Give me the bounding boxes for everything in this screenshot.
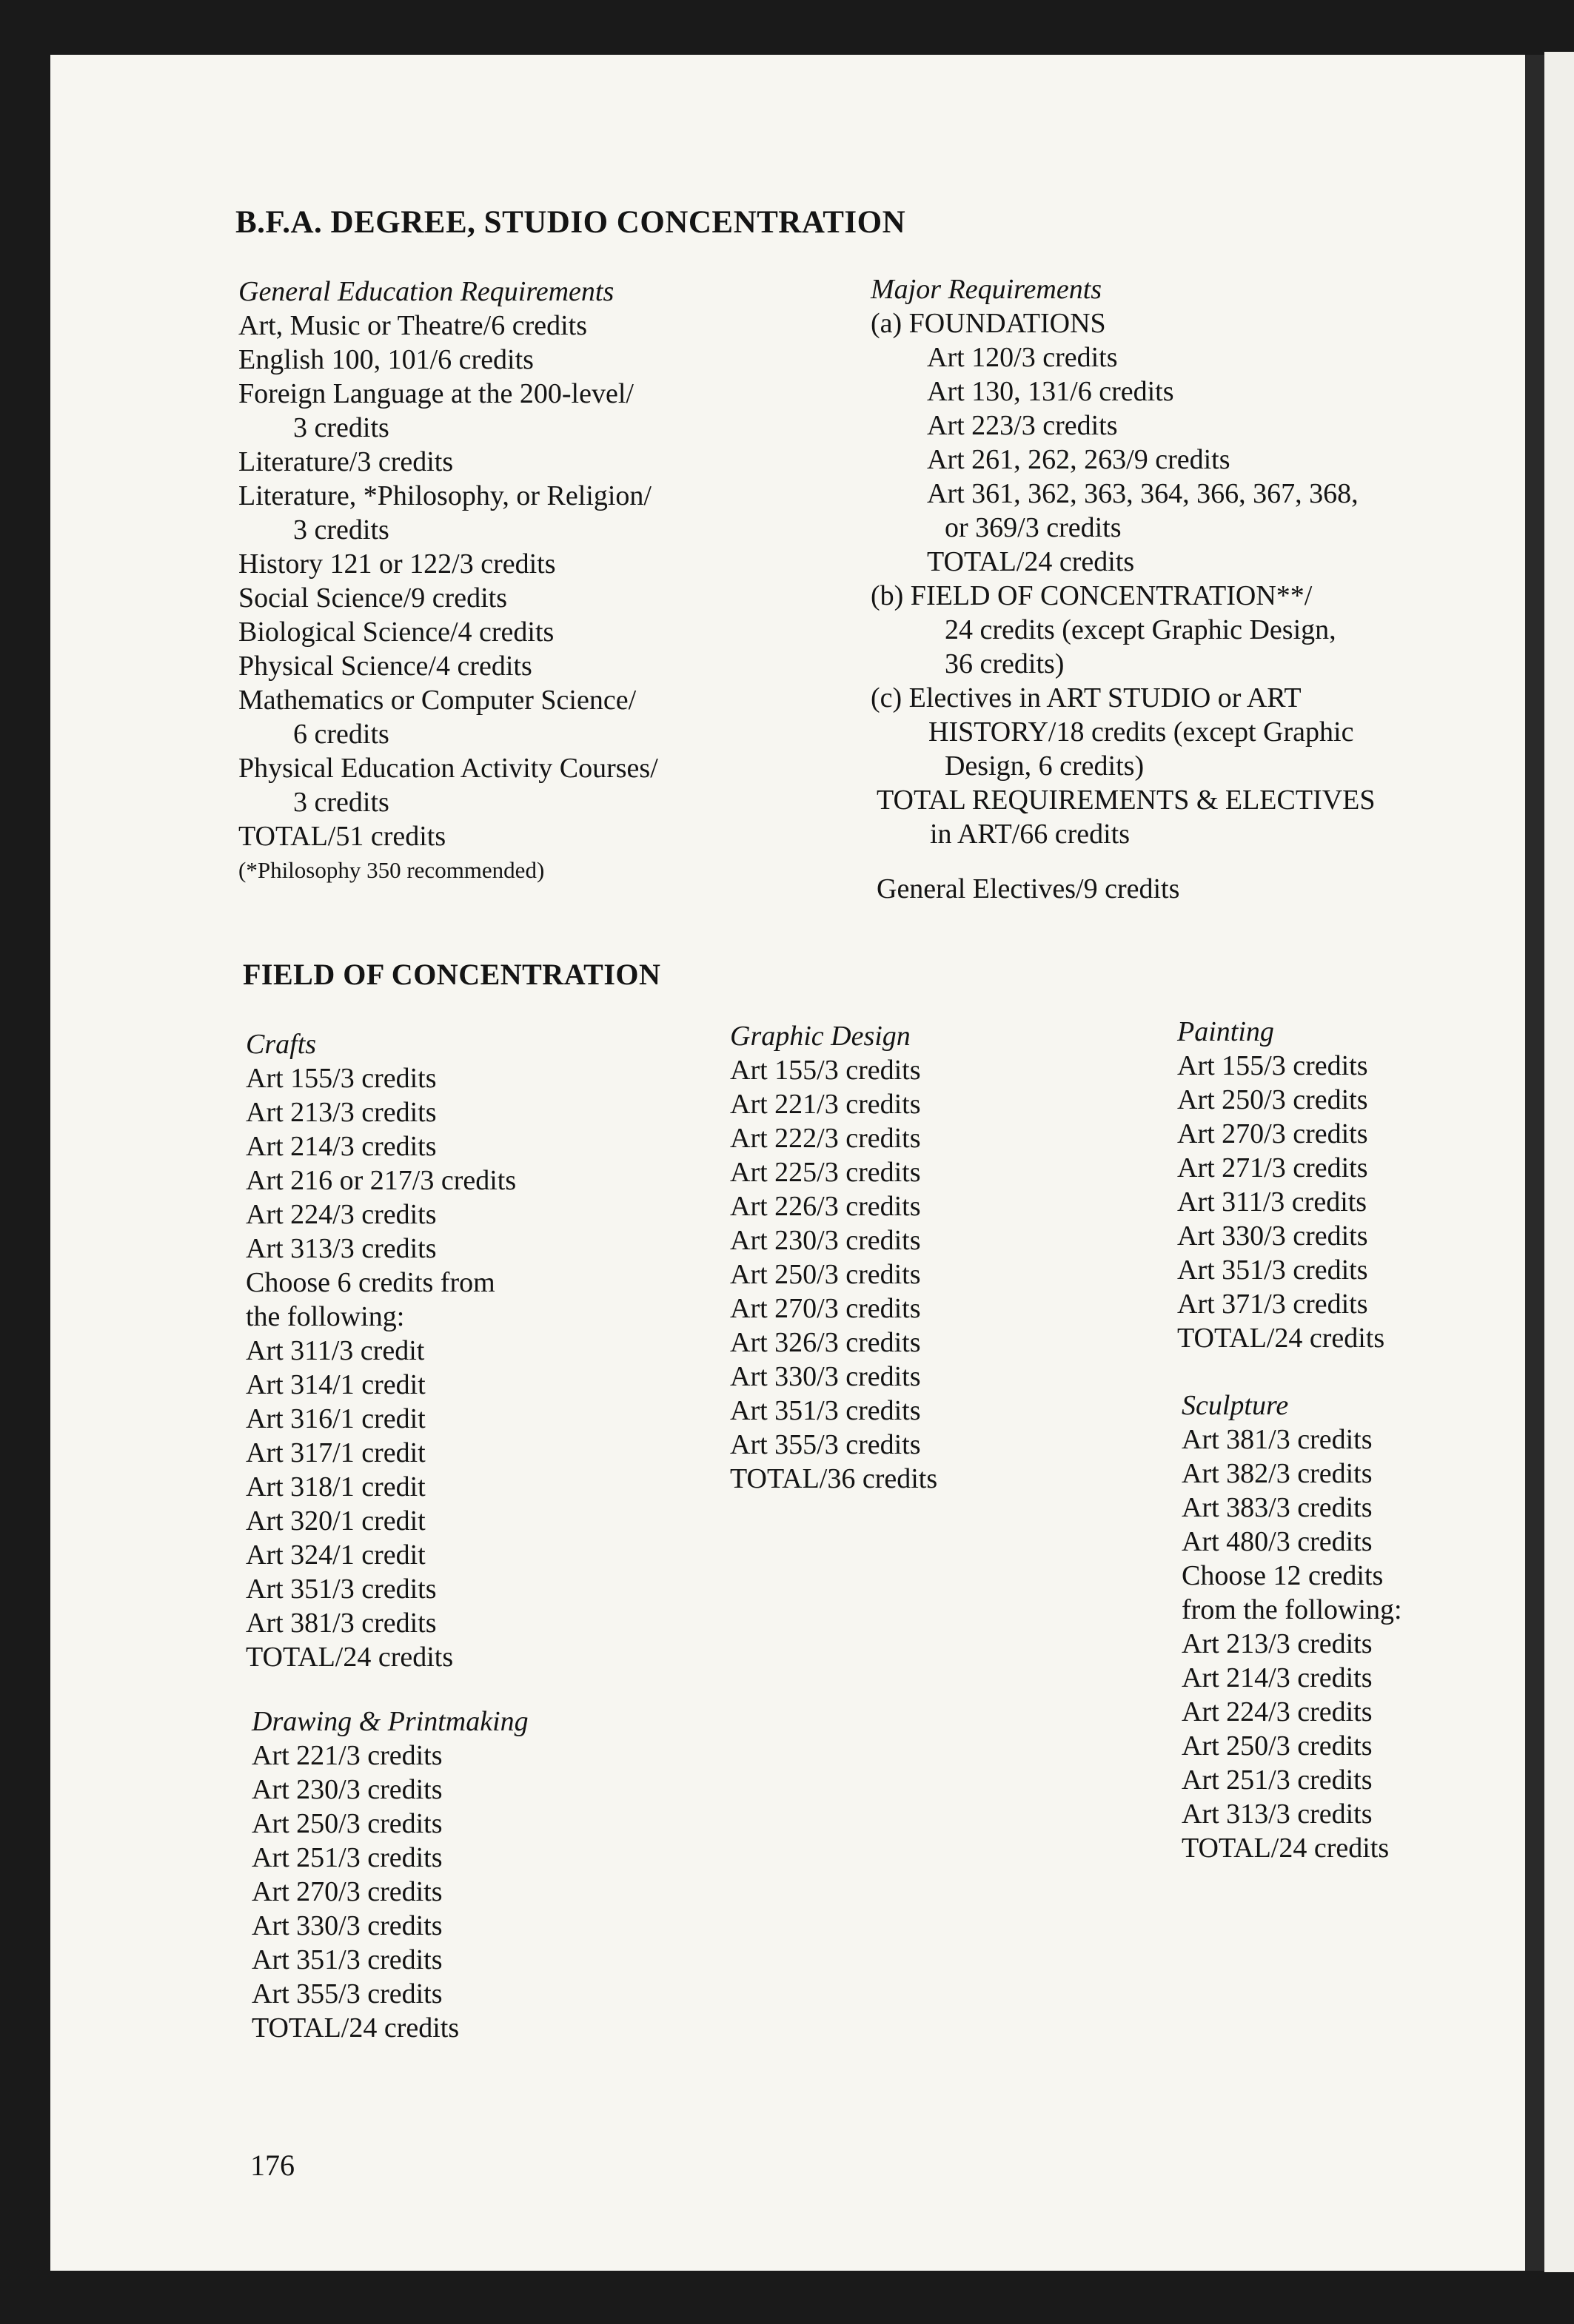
crafts-course: Art 224/3 credits <box>246 1199 437 1230</box>
sculpture-course: Art 214/3 credits <box>1182 1662 1373 1693</box>
major-line: Design, 6 credits) <box>945 750 1145 782</box>
sculpture-heading: Sculpture <box>1182 1390 1289 1421</box>
crafts-choose-note: Choose 6 credits from <box>246 1267 495 1298</box>
book-gutter <box>1525 55 1544 2271</box>
crafts-choose-note: the following: <box>246 1301 405 1332</box>
general-electives: General Electives/9 credits <box>877 873 1180 904</box>
field-of-concentration-title: FIELD OF CONCENTRATION <box>243 958 661 991</box>
foundations-heading: (a) FOUNDATIONS <box>871 308 1106 339</box>
gen-ed-line: Literature/3 credits <box>238 446 454 477</box>
sculpture-choose-note: from the following: <box>1182 1594 1402 1625</box>
graphic-design-course: Art 351/3 credits <box>730 1395 921 1426</box>
graphic-design-course: Art 155/3 credits <box>730 1055 921 1086</box>
graphic-design-course: Art 222/3 credits <box>730 1123 921 1154</box>
gen-ed-line: Biological Science/4 credits <box>238 617 555 648</box>
sculpture-course: Art 224/3 credits <box>1182 1696 1373 1727</box>
page-number: 176 <box>250 2149 295 2182</box>
gen-ed-line: Mathematics or Computer Science/ <box>238 685 637 716</box>
gen-ed-line: 3 credits <box>293 514 389 545</box>
facing-page-edge <box>1544 52 1574 2272</box>
sculpture-course: Art 381/3 credits <box>1182 1424 1373 1455</box>
crafts-course: Art 318/1 credit <box>246 1471 426 1502</box>
crafts-course: Art 317/1 credit <box>246 1437 426 1468</box>
major-requirements-heading: Major Requirements <box>871 274 1102 305</box>
drawing-course: Art 330/3 credits <box>252 1910 443 1941</box>
painting-course: Art 351/3 credits <box>1177 1255 1368 1286</box>
sculpture-course: Art 213/3 credits <box>1182 1628 1373 1659</box>
major-line: or 369/3 credits <box>945 512 1122 543</box>
painting-course: Art 155/3 credits <box>1177 1050 1368 1081</box>
sculpture-course: Art 313/3 credits <box>1182 1799 1373 1830</box>
philosophy-note: (*Philosophy 350 recommended) <box>238 857 545 883</box>
crafts-course: Art 213/3 credits <box>246 1097 437 1128</box>
major-line: 24 credits (except Graphic Design, <box>945 614 1336 645</box>
graphic-design-course: Art 326/3 credits <box>730 1327 921 1358</box>
crafts-course: Art 155/3 credits <box>246 1063 437 1094</box>
crafts-section <box>246 1027 516 1674</box>
crafts-course: Art 316/1 credit <box>246 1403 426 1434</box>
painting-course: Art 270/3 credits <box>1177 1118 1368 1149</box>
total-requirements-credits: in ART/66 credits <box>930 819 1131 850</box>
sculpture-course: Art 480/3 credits <box>1182 1526 1373 1557</box>
gen-ed-line: 6 credits <box>293 719 389 750</box>
major-requirements-section <box>871 272 1376 906</box>
general-education-section <box>238 275 658 887</box>
gen-ed-total: TOTAL/51 credits <box>238 821 446 852</box>
sculpture-course: Art 251/3 credits <box>1182 1764 1373 1796</box>
major-line: Art 261, 262, 263/9 credits <box>927 444 1230 475</box>
general-education-heading: General Education Requirements <box>238 276 614 307</box>
sculpture-course: Art 250/3 credits <box>1182 1730 1373 1762</box>
drawing-course: Art 351/3 credits <box>252 1944 443 1975</box>
crafts-course: Art 311/3 credit <box>246 1335 425 1366</box>
drawing-course: Art 251/3 credits <box>252 1842 443 1873</box>
major-line: HISTORY/18 credits (except Graphic <box>928 716 1354 748</box>
graphic-design-course: Art 225/3 credits <box>730 1157 921 1188</box>
major-line: Art 130, 131/6 credits <box>927 376 1174 407</box>
painting-course: Art 330/3 credits <box>1177 1220 1368 1252</box>
drawing-course: Art 250/3 credits <box>252 1808 443 1839</box>
gen-ed-line: 3 credits <box>293 787 389 818</box>
crafts-course: Art 313/3 credits <box>246 1233 437 1264</box>
sculpture-course: Art 382/3 credits <box>1182 1458 1373 1489</box>
crafts-course: Art 314/1 credit <box>246 1369 426 1400</box>
drawing-printmaking-section <box>252 1705 529 2045</box>
drawing-course: Art 230/3 credits <box>252 1774 443 1805</box>
graphic-design-section <box>730 1019 937 1496</box>
painting-course: Art 311/3 credits <box>1177 1186 1367 1218</box>
major-line: Art 120/3 credits <box>927 342 1118 373</box>
drawing-course: Art 355/3 credits <box>252 1978 443 2009</box>
crafts-course: Art 216 or 217/3 credits <box>246 1165 517 1196</box>
graphic-design-course: Art 230/3 credits <box>730 1225 921 1256</box>
gen-ed-line: Physical Education Activity Courses/ <box>238 753 658 784</box>
crafts-total: TOTAL/24 credits <box>246 1642 454 1673</box>
gen-ed-line: 3 credits <box>293 412 389 443</box>
painting-section <box>1177 1015 1384 1355</box>
graphic-design-course: Art 226/3 credits <box>730 1191 921 1222</box>
graphic-design-course: Art 330/3 credits <box>730 1361 921 1392</box>
crafts-course: Art 320/1 credit <box>246 1505 426 1537</box>
drawing-printmaking-heading: Drawing & Printmaking <box>252 1706 529 1737</box>
graphic-design-course: Art 250/3 credits <box>730 1259 921 1290</box>
drawing-course: Art 270/3 credits <box>252 1876 443 1907</box>
total-requirements-line: TOTAL REQUIREMENTS & ELECTIVES <box>877 785 1376 816</box>
painting-heading: Painting <box>1177 1016 1274 1047</box>
sculpture-section <box>1182 1388 1402 1865</box>
graphic-design-total: TOTAL/36 credits <box>730 1463 938 1494</box>
sculpture-total: TOTAL/24 credits <box>1182 1833 1390 1864</box>
major-line: Art 223/3 credits <box>927 410 1118 441</box>
graphic-design-course: Art 270/3 credits <box>730 1293 921 1324</box>
crafts-course: Art 351/3 credits <box>246 1574 437 1605</box>
sculpture-course: Art 383/3 credits <box>1182 1492 1373 1523</box>
sculpture-choose-note: Choose 12 credits <box>1182 1560 1384 1591</box>
painting-course: Art 250/3 credits <box>1177 1084 1368 1115</box>
main-title: B.F.A. DEGREE, STUDIO CONCENTRATION <box>235 205 906 240</box>
gen-ed-line: Literature, *Philosophy, or Religion/ <box>238 480 652 511</box>
gen-ed-line: History 121 or 122/3 credits <box>238 548 556 580</box>
graphic-design-course: Art 355/3 credits <box>730 1429 921 1460</box>
gen-ed-line: English 100, 101/6 credits <box>238 344 534 375</box>
crafts-heading: Crafts <box>246 1029 317 1060</box>
crafts-course: Art 324/1 credit <box>246 1539 426 1571</box>
painting-course: Art 371/3 credits <box>1177 1289 1368 1320</box>
major-line: Art 361, 362, 363, 364, 366, 367, 368, <box>927 478 1359 509</box>
electives-line: (c) Electives in ART STUDIO or ART <box>871 682 1302 713</box>
crafts-course: Art 381/3 credits <box>246 1608 437 1639</box>
graphic-design-course: Art 221/3 credits <box>730 1089 921 1120</box>
painting-course: Art 271/3 credits <box>1177 1152 1368 1183</box>
painting-total: TOTAL/24 credits <box>1177 1323 1385 1354</box>
major-line: 36 credits) <box>945 648 1065 679</box>
crafts-course: Art 214/3 credits <box>246 1131 437 1162</box>
drawing-total: TOTAL/24 credits <box>252 2012 460 2043</box>
field-of-concentration-line: (b) FIELD OF CONCENTRATION**/ <box>871 580 1313 611</box>
gen-ed-line: Social Science/9 credits <box>238 582 507 614</box>
drawing-course: Art 221/3 credits <box>252 1740 443 1771</box>
gen-ed-line: Foreign Language at the 200-level/ <box>238 378 634 409</box>
gen-ed-line: Art, Music or Theatre/6 credits <box>238 310 587 341</box>
gen-ed-line: Physical Science/4 credits <box>238 651 532 682</box>
foundations-total: TOTAL/24 credits <box>927 546 1135 577</box>
graphic-design-heading: Graphic Design <box>730 1021 911 1052</box>
